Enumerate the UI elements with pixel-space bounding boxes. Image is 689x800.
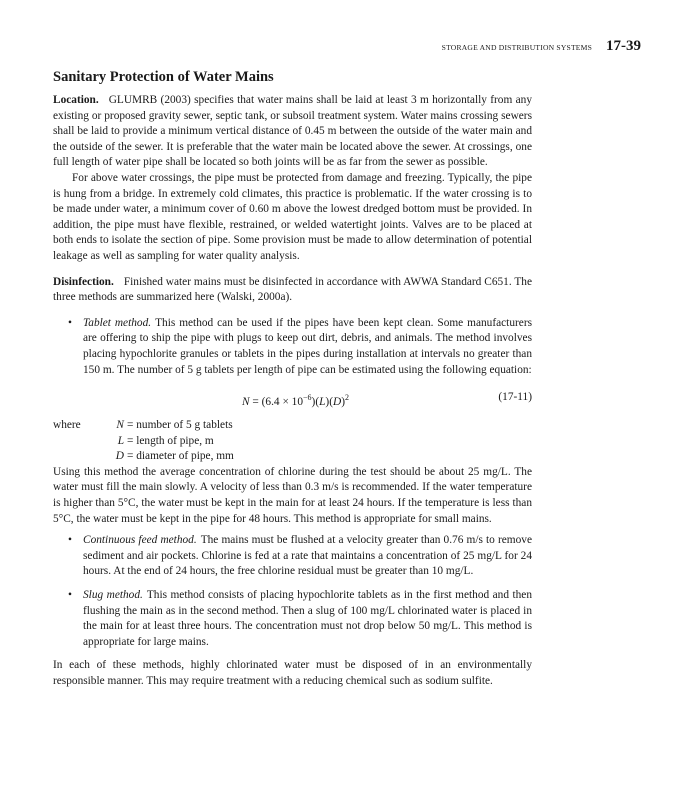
list-item-slug-method <box>53 588 532 650</box>
crossing-paragraph: For above water crossings, the pipe must be protected from damage and freezing. Typically, the pipe is hung from a bridge. In extremely cold climates, this practice is problematic. If the water crossing is to be made under water, a minimum cover of 0.60 m above the lowest dredged bottom must be provided. In addition, the pipe must have flexible, restrained, or welded watertight joints. Valves are to be placed at both ends to isolate the section of pipe. Some provision must be made to allow determination of potential leakage as well as sampling for water quality analysis. <box>53 171 532 262</box>
disinfection-methods-list <box>53 316 532 378</box>
bullet-icon: • <box>68 534 72 547</box>
variable-definitions <box>53 418 532 465</box>
location-paragraph <box>53 93 532 171</box>
location-heading: Location. <box>53 94 99 106</box>
section-title: Sanitary Protection of Water Mains <box>53 69 274 85</box>
disinfection-heading: Disinfection. <box>53 275 114 288</box>
location-text: GLUMRB (2003) specifies that water mains shall be laid at least 3 m horizontally from any existing or proposed gravity sewer, septic tank, or subsoil treatment system. Water mains crossing sewers shall be laid to provide a minimum vertical distance of 0.45 m between the outside of the water main and the outside of the sewer. It is preferable that the water main be located above the sewer. At crossings, one full length of water pipe shall be located so both joints will be as far from the sewer as possible. <box>53 94 532 169</box>
disinfection-paragraph <box>53 275 532 306</box>
page-number: 17-39 <box>606 38 641 54</box>
closing-paragraph: In each of these methods, highly chlorinated water must be disposed of in an environmentally responsible manner. This may require treatment with a reducing chemical such as sodium sulfite. <box>53 659 532 687</box>
definition-row: where N = number of 5 g tablets <box>53 418 532 434</box>
disinfection-intro: Finished water mains must be disinfected in accordance with AWWA Standard C651. The three methods are summarized here (Walski, 2000a). <box>53 275 532 304</box>
tablet-method-text: This method can be used if the pipes have been kept clean. Some manufacturers are offering to ship the pipe with plugs to keep out dirt, debris, and animals. The method involves placing hypochlorite granules or tablets in the pipes during installation at intervals no greater than 150 m. The number of 5 g tablets per length of pipe can be estimated using the following equation: <box>83 316 533 376</box>
tablet-method-followup: Using this method the average concentration of chlorine during the test should be about 25 mg/L. The water must fill the main slowly. A velocity of less than 0.3 m/s is recommended. If the water temperature is higher than 5°C, the water must be kept in the main for at least 24 hours. If the temperature is less than 5°C, the water must be kept in the pipe for 48 hours. This method is appropriate for small mains. <box>53 465 532 525</box>
equation-17-11 <box>53 388 532 410</box>
slug-method-name: Slug method. <box>83 589 143 602</box>
bullet-icon: • <box>68 316 72 329</box>
list-item-continuous-feed-method <box>53 533 532 580</box>
bullet-icon: • <box>68 589 72 602</box>
disinfection-methods-list-continued <box>53 533 532 650</box>
equation-formula: $N = (6.4 \times 10^{-6})(L)(D)^2$ <box>242 393 349 408</box>
slug-method-text: This method consists of placing hypochlorite tablets as in the first method and then flushing the main as in the second method. Then a slug of 100 mg/L chlorinated water is placed in the main for at least three hours. The concentration must not drop below 50 mg/L. This method is appropriate for large mains. <box>83 589 533 648</box>
definition-row: D = diameter of pipe, mm <box>115 450 234 463</box>
equation-number: (17-11) <box>498 391 532 404</box>
continuous-method-text: The mains must be flushed at a velocity greater than 0.76 m/s to remove sediment and air pockets. Chlorine is fed at a rate that maintains a concentration of 25 mg/L for 24 hours. At the end of 24 hours, the free chlorine residual must be greater than 10 mg/L. <box>83 534 532 578</box>
main-content <box>53 68 532 690</box>
list-item-tablet-method <box>53 316 532 378</box>
where-label: where <box>53 419 81 432</box>
continuous-method-name: Continuous feed method. <box>83 534 197 547</box>
running-title: STORAGE AND DISTRIBUTION SYSTEMS <box>441 43 592 52</box>
tablet-method-name: Tablet method. <box>83 316 152 329</box>
definition-row: L = length of pipe, m <box>117 434 214 447</box>
running-header <box>442 38 641 55</box>
